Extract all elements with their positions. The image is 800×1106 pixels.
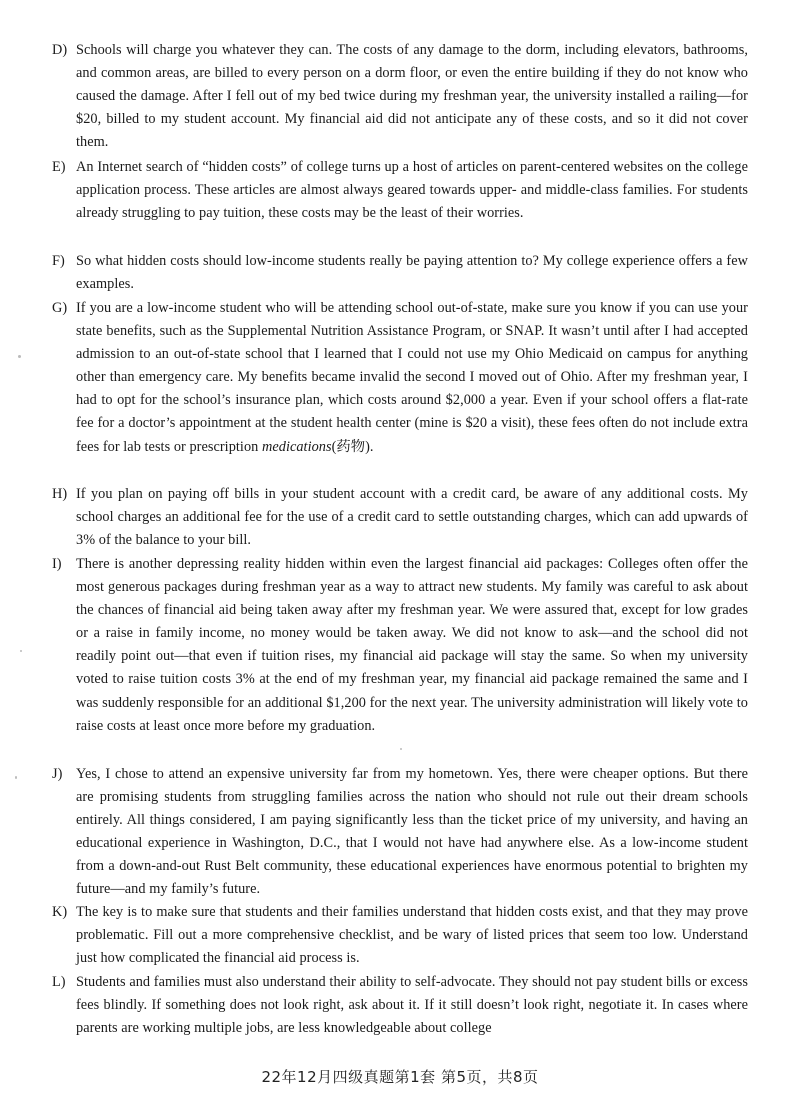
chinese-gloss: (药物). xyxy=(331,438,374,455)
scan-speck xyxy=(20,650,22,652)
paragraph-text xyxy=(76,297,748,459)
paragraph-k xyxy=(52,901,748,970)
paragraph-l xyxy=(52,971,748,1040)
paragraph-label: F) xyxy=(52,253,65,269)
paragraph-label: D) xyxy=(52,42,68,58)
paragraph-text: There is another depressing reality hidden within even the largest financial aid packages: Colleges often offer the most generous packages during freshman year as a way to attract new students. My family was careful to ask about the chances of financial aid being taken away after my freshman year. We were assured that, except for low grades or a raise in family income, no money would be taken away. We did not know to ask—and the school did not readily point out—that even if tuition rises, my financial aid package will stay the same. So when my university voted to raise tuition costs 3% at the end of my freshman year, my financial aid package remained the same and I was suddenly responsible for an additional $1,200 for the next year. The university administration will likely vote to raise costs at least once more before my graduation. xyxy=(76,556,748,734)
scan-speck xyxy=(18,355,21,358)
paragraph-i xyxy=(52,553,748,738)
paragraph-text: If you plan on paying off bills in your student account with a credit card, be aware of any additional costs. My school charges an additional fee for the use of a credit card to settle outstanding charges, which can add upwards of 3% of the balance to your bill. xyxy=(76,486,748,549)
paragraph-text: Schools will charge you whatever they can. The costs of any damage to the dorm, including elevators, bathrooms, and common areas, are billed to every person on a dorm floor, or even the entire building if they do not know who caused the damage. After I fell out of my bed twice during my freshman year, the university installed a railing—for $20, billed to my student account. My financial aid did not anticipate any of these costs, and so it did not cover them. xyxy=(76,42,748,151)
paragraph-label: H) xyxy=(52,486,68,502)
paragraph-text: So what hidden costs should low-income students really be paying attention to? My college experience offers a few examples. xyxy=(76,253,748,293)
scan-speck xyxy=(15,776,17,779)
paragraph-text: Yes, I chose to attend an expensive university far from my hometown. Yes, there were cheaper options. But there are promising students from struggling families across the nation who should not rule out their dream schools entirely. All things considered, I am paying significantly less than the ticket price of my university, and having an educational experience in Washington, D.C., that I would not have had anywhere else. As a low-income student from a down-and-out Rust Belt community, these educational experiences have enormous potential to brighten my future—and my family’s future. xyxy=(76,766,748,898)
paragraph-text: Students and families must also understand their ability to self-advocate. They should not pay student bills or excess fees blindly. If something does not look right, ask about it. If it still doesn’t look right, negotiate it. In cases where parents are working multiple jobs, are less knowledgeable about college xyxy=(76,974,748,1037)
page-footer: 22年12月四级真题第1套 第5页，共8页 xyxy=(261,1068,539,1086)
paragraph-h xyxy=(52,483,748,552)
glossed-word: medications xyxy=(261,438,332,455)
paragraph-g xyxy=(52,297,748,459)
scan-speck xyxy=(400,748,402,750)
paragraph-label: K) xyxy=(52,904,68,920)
paragraph-e xyxy=(52,156,748,225)
paragraph-j xyxy=(52,763,748,902)
paragraph-label: G) xyxy=(52,300,68,316)
paragraph-d xyxy=(52,39,748,154)
paragraph-label: J) xyxy=(52,766,63,782)
paragraph-main-text: If you are a low-income student who will be attending school out-of-state, make sure you know if you can use your state benefits, such as the Supplemental Nutrition Assistance Program, or SNAP. It wasn’t until after I had accepted admission to an out-of-state school that I learned that I could not use my Ohio Medicaid on campus for anything other than emergency care. My benefits became invalid the second I moved out of Ohio. After my freshman year, I had to opt for the school’s insurance plan, which costs around $2,000 a year. Even if your school offers a flat-rate fee for a doctor’s appointment at the student health center (mine is $20 a visit), these fees often do not include extra fees for lab tests or prescription xyxy=(76,300,748,455)
paragraph-label: E) xyxy=(52,159,66,175)
paragraph-label: I) xyxy=(52,556,62,572)
paragraph-label: L) xyxy=(52,974,66,990)
paragraph-text: An Internet search of “hidden costs” of college turns up a host of articles on parent-centered websites on the college application process. These articles are almost always geared towards upper- and middle-class families. For students already struggling to pay tuition, these costs may be the least of their worries. xyxy=(76,159,748,222)
paragraph-text: The key is to make sure that students and their families understand that hidden costs exist, and that they may prove problematic. Fill out a more comprehensive checklist, and be wary of listed prices that seem too low. Understand just how complicated the financial aid process is. xyxy=(76,904,748,967)
paragraph-f xyxy=(52,250,748,296)
